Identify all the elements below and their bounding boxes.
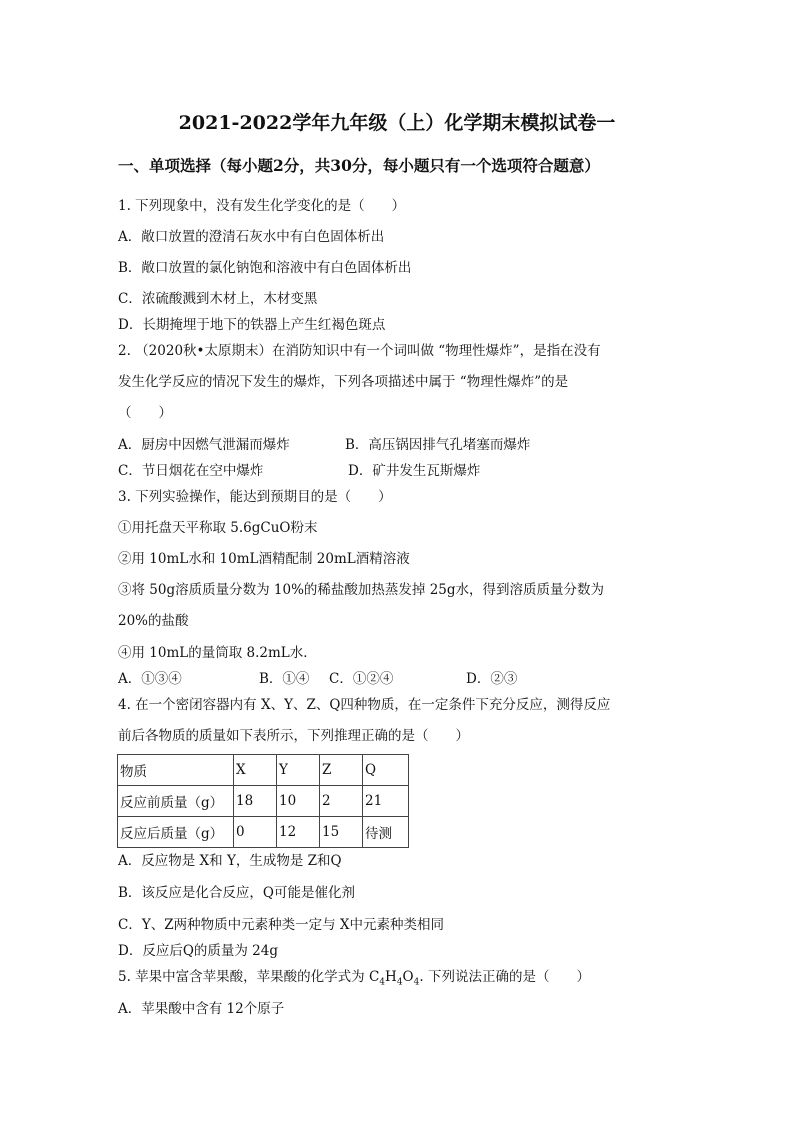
table-cell: 0 (234, 817, 277, 848)
q5-stem-suffix: . 下列说法正确的是（ ） (419, 969, 590, 985)
table-header-cell: Q (363, 755, 409, 786)
q3-item-3-line2: 20%的盐酸 (118, 613, 189, 629)
q2-option-d: D．矿井发生瓦斯爆炸 (348, 463, 481, 479)
table-cell: 反应后质量（g） (118, 817, 234, 848)
table-header-cell: X (234, 755, 277, 786)
exam-title: 2021-2022学年九年级（上）化学期末模拟试卷一 (178, 112, 616, 134)
section-heading: 一、单项选择（每小题2分，共30分，每小题只有一个选项符合题意） (118, 156, 600, 175)
table-cell: 反应前质量（g） (118, 786, 234, 817)
q2-stem-line3: （ ） (118, 405, 172, 421)
formula-subscript: 4 (413, 977, 420, 988)
q3-option-c: C．①②④ (329, 671, 394, 687)
q1-option-d: D．长期掩埋于地下的铁器上产生红褐色斑点 (118, 317, 386, 333)
q2-option-c: C．节日烟花在空中爆炸 (118, 463, 264, 479)
q5-option-a: A．苹果酸中含有 12个原子 (118, 1001, 285, 1017)
table-row (118, 817, 409, 848)
q2-stem-line2: 发生化学反应的情况下发生的爆炸，下列各项描述中属于 “物理性爆炸”的是 (118, 374, 569, 390)
q5-stem-prefix: 5. 苹果中富含苹果酸，苹果酸的化学式为 C (118, 969, 380, 985)
q3-item-2: ②用 10mL水和 10mL酒精配制 20mL酒精溶液 (118, 551, 410, 567)
formula-subscript: 4 (396, 977, 403, 988)
q1-option-c: C．浓硫酸溅到木材上，木材变黑 (118, 291, 318, 307)
q4-option-b: B．该反应是化合反应，Q可能是催化剂 (118, 885, 355, 901)
q2-option-a: A．厨房中因燃气泄漏而爆炸 (118, 437, 290, 453)
table-row (118, 755, 409, 786)
q3-option-a: A．①③④ (118, 671, 182, 687)
q3-option-d: D．②③ (466, 671, 518, 687)
table-cell: 待测 (363, 817, 409, 848)
q1-option-a: A．敞口放置的澄清石灰水中有白色固体析出 (118, 229, 385, 245)
q5-stem (118, 968, 590, 992)
table-cell: 2 (320, 786, 363, 817)
q3-stem: 3. 下列实验操作，能达到预期目的是（ ） (118, 489, 392, 505)
q4-option-c: C．Y、Z两种物质中元素种类一定与 X中元素种类相同 (118, 917, 445, 933)
table-header-cell: Z (320, 755, 363, 786)
formula-element: H (385, 969, 397, 985)
table-row (118, 786, 409, 817)
q4-option-d: D．反应后Q的质量为 24g (118, 943, 279, 959)
q1-option-b: B．敞口放置的氯化钠饱和溶液中有白色固体析出 (118, 260, 412, 276)
table-cell: 12 (277, 817, 320, 848)
formula-subscript: 4 (379, 977, 386, 988)
mass-table (117, 754, 409, 848)
table-cell: 10 (277, 786, 320, 817)
q3-item-1: ①用托盘天平称取 5.6gCuO粉末 (118, 520, 318, 536)
table-cell: 18 (234, 786, 277, 817)
q4-option-a: A．反应物是 X和 Y，生成物是 Z和Q (118, 853, 342, 869)
q1-stem: 1. 下列现象中，没有发生化学变化的是（ ） (118, 198, 406, 214)
q2-option-b: B．高压锅因排气孔堵塞而爆炸 (345, 437, 531, 453)
table-cell: 21 (363, 786, 409, 817)
table-header-cell: 物质 (118, 755, 234, 786)
q3-item-4: ④用 10mL的量筒取 8.2mL水． (118, 645, 317, 661)
q2-stem-line1: 2. （2020秋•太原期末）在消防知识中有一个词叫做 “物理性爆炸”，是指在没有 (118, 343, 601, 359)
q3-item-3-line1: ③将 50g溶质质量分数为 10%的稀盐酸加热蒸发掉 25g水，得到溶质质量分数为 (118, 582, 605, 598)
q4-stem-line1: 4. 在一个密闭容器内有 X、Y、Z、Q四种物质，在一定条件下充分反应，测得反应 (118, 697, 611, 713)
table-header-cell: Y (277, 755, 320, 786)
q4-stem-line2: 前后各物质的质量如下表所示，下列推理正确的是（ ） (118, 728, 469, 744)
table-cell: 15 (320, 817, 363, 848)
formula-element: O (402, 969, 414, 985)
q3-option-b: B．①④ (259, 671, 310, 687)
